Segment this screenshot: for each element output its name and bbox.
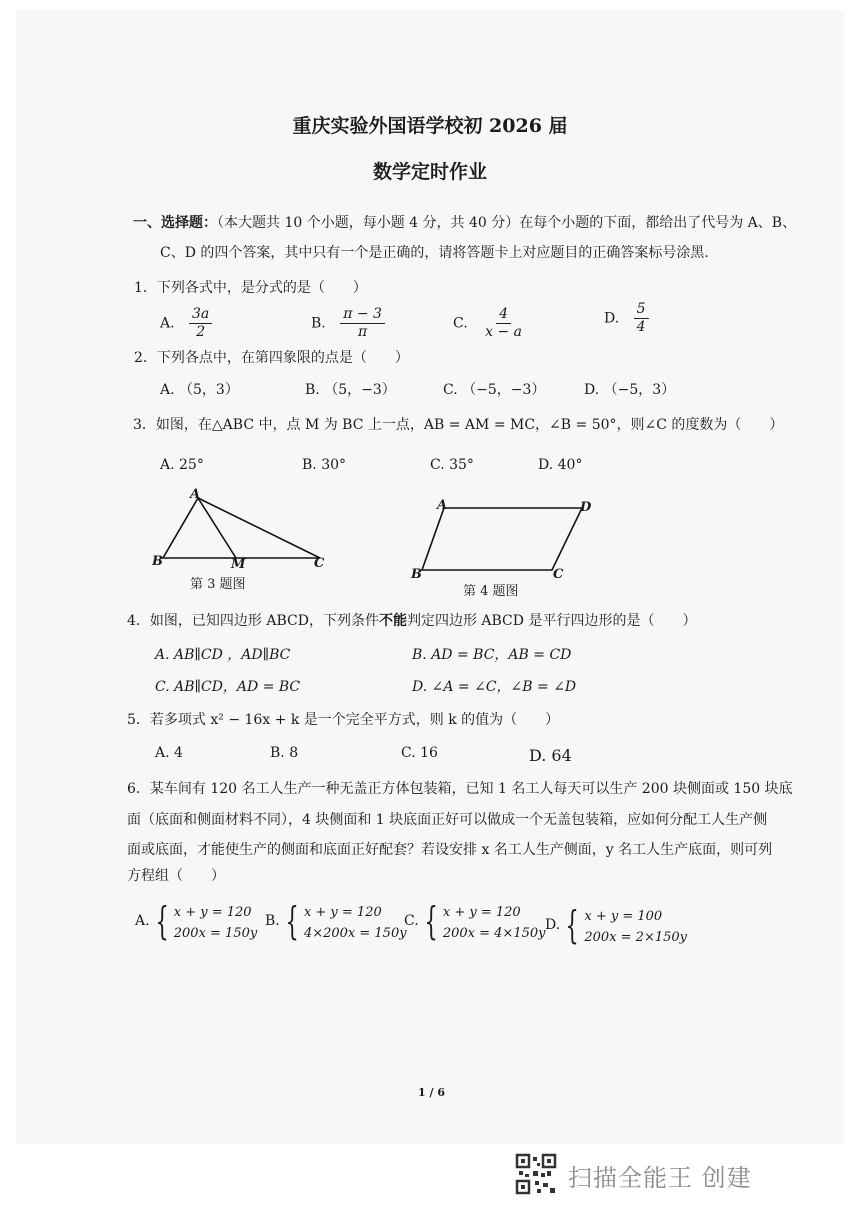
section-intro-2: C、D 的四个答案，其中只有一个是正确的，请将答题卡上对应题目的正确答案标号涂黑. xyxy=(160,245,709,261)
q4-option-d: D. ∠A = ∠C，∠B = ∠D xyxy=(412,679,577,695)
fig4-label-a: A xyxy=(437,498,448,513)
fig4-label-b: B xyxy=(411,567,422,582)
q6-stem-line2: 面（底面和侧面材料不同），4 块侧面和 1 块底面正好可以做成一个无盖包装箱，应如何分配工人生产侧 xyxy=(127,812,768,828)
q6-stem-line4: 方程组（ ） xyxy=(127,868,225,884)
fig3-label-c: C xyxy=(314,556,325,571)
q2-stem: 2．下列各点中，在第四象限的点是（ ） xyxy=(134,350,409,366)
fig4-label-d: D xyxy=(580,500,592,515)
q6-stem-line3: 面或底面，才能使生产的侧面和底面正好配套？若设安排 x 名工人生产侧面，y 名工人生产底面，则可列 xyxy=(127,842,773,858)
fig4-caption: 第 4 题图 xyxy=(463,584,519,599)
section-heading: 一、选择题： xyxy=(133,215,217,231)
page-number: 1 / 6 xyxy=(418,1086,445,1099)
q6-option-c: C. { x + y = 120 200x = 4×150y xyxy=(404,899,546,943)
q6-stem-line1: 6．某车间有 120 名工人生产一种无盖正方体包装箱，已知 1 名工人每天可以生产 200 块侧面或 150 块底 xyxy=(127,781,793,797)
fig4-label-c: C xyxy=(553,567,564,582)
q4-stem: 4．如图，已知四边形 ABCD，下列条件不能判定四边形 ABCD 是平行四边形的是（ ） xyxy=(127,613,697,629)
scanner-watermark: 扫描全能王 创建 xyxy=(568,1164,752,1192)
q1-option-d: D. $\frac{5}{4}$ xyxy=(604,301,649,336)
q2-option-d: D. （−5，3） xyxy=(584,382,676,398)
fig3-label-b: B xyxy=(152,554,163,569)
q4-option-c: C. AB∥CD，AD = BC xyxy=(155,679,301,695)
q3-option-a: A. 25° xyxy=(160,457,204,473)
fig3-caption: 第 3 题图 xyxy=(190,577,246,592)
qr-code-icon xyxy=(515,1153,557,1195)
section-intro-1: 一、选择题：（本大题共 10 个小题，每小题 4 分，共 40 分）在每个小题的下面，都给出了代号为 A、B、 xyxy=(133,215,797,231)
q6-option-a: A. { x + y = 120 200x = 150y xyxy=(135,899,258,943)
q3-option-b: B. 30° xyxy=(302,457,347,473)
triangle-abc xyxy=(163,498,320,558)
q4-emphasis: 不能 xyxy=(378,613,407,629)
q2-option-c: C. （−5，−3） xyxy=(443,382,546,398)
school-title: 重庆实验外国语学校初 2026 届 xyxy=(292,115,568,137)
q1-option-c: C. $\frac{4}{x - a}$ xyxy=(453,306,522,340)
q3-option-c: C. 35° xyxy=(430,457,474,473)
q6-option-b: B. { x + y = 120 4×200x = 150y xyxy=(265,899,407,943)
q5-option-c: C. 16 xyxy=(401,745,438,761)
q1-stem: 1．下列各式中，是分式的是（ ） xyxy=(134,280,367,296)
fig3-label-m: M xyxy=(231,557,246,572)
q6-option-d: D. { x + y = 100 200x = 2×150y xyxy=(545,903,687,947)
q5-stem: 5．若多项式 x² − 16x + k 是一个完全平方式，则 k 的值为（ ） xyxy=(127,712,560,728)
q2-option-a: A. （5，3） xyxy=(160,382,239,398)
subject-title: 数学定时作业 xyxy=(372,161,487,183)
parallelogram-abcd xyxy=(422,508,582,570)
q4-option-a: A. AB∥CD ，AD∥BC xyxy=(155,647,291,663)
q4-option-b: B. AD = BC，AB = CD xyxy=(412,647,572,663)
q5-option-d: D. 64 xyxy=(529,746,572,765)
q5-option-a: A. 4 xyxy=(155,745,183,761)
q2-option-b: B. （5，−3） xyxy=(305,382,396,398)
q3-option-d: D. 40° xyxy=(538,457,583,473)
q1-option-b: B. $\frac{\pi - 3}{\pi}$ xyxy=(311,306,385,341)
q1-option-a: A. $\frac{3a}{2}$ xyxy=(160,306,212,341)
q3-stem: 3．如图，在△ABC 中，点 M 为 BC 上一点，AB = AM = MC，∠B = 50°，则∠C 的度数为（ ） xyxy=(133,417,784,433)
q5-option-b: B. 8 xyxy=(270,745,299,761)
fig3-label-a: A xyxy=(190,487,201,502)
